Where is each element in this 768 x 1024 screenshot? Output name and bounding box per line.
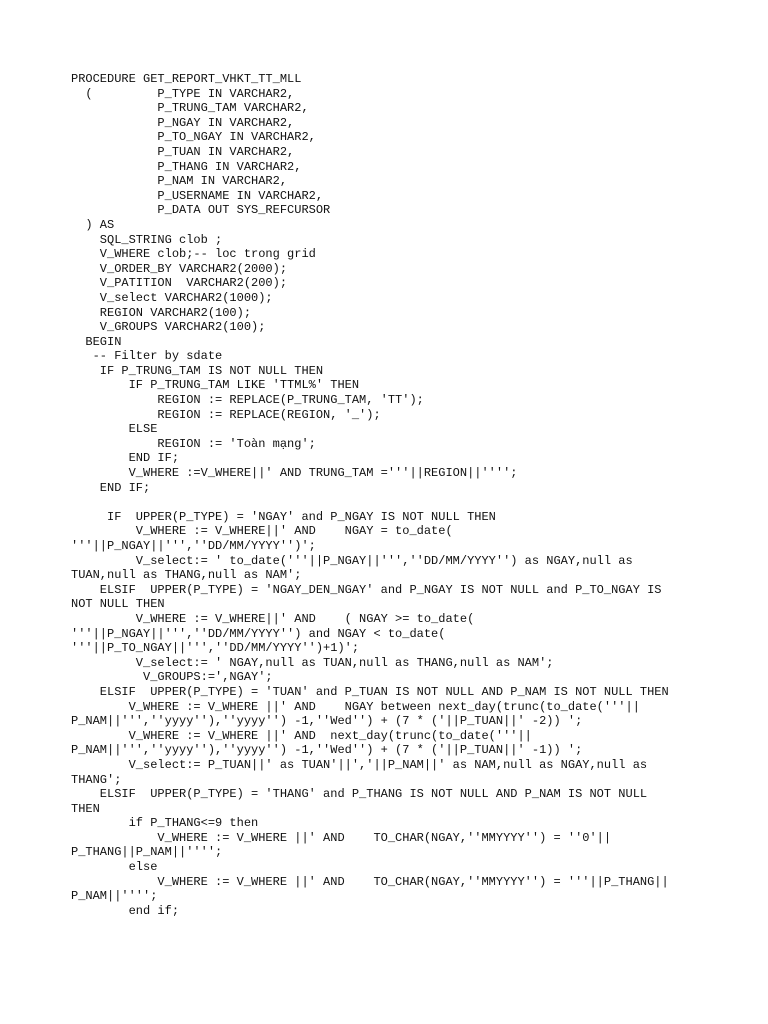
code-line: P_TUAN IN VARCHAR2, [71,144,295,159]
code-line: IF P_TRUNG_TAM IS NOT NULL THEN [71,363,324,378]
code-line: '''||P_NGAY||''',''DD/MM/YYYY'') and NGAY < to_date( [71,626,446,641]
code-line: P_NAM IN VARCHAR2, [71,174,288,189]
code-line: ELSIF UPPER(P_TYPE) = 'THANG' and P_THANG IS NOT NULL AND P_NAM IS NOT NULL [71,787,648,802]
code-line: BEGIN [71,334,122,349]
code-line: -- Filter by sdate [71,349,223,364]
code-line: P_NAM||''''; [71,889,158,904]
code-line: V_WHERE :=V_WHERE||' AND TRUNG_TAM ='''||REGION||''''; [71,466,518,481]
code-line: V_select:= ' NGAY,null as TUAN,null as THANG,null as NAM'; [71,655,554,670]
code-line: ELSE [71,422,158,437]
code-line: V_select:= P_TUAN||' as TUAN'||','||P_NAM||' as NAM,null as NGAY,null as [71,757,648,772]
code-line: P_TRUNG_TAM VARCHAR2, [71,101,309,116]
code-line: V_WHERE := V_WHERE ||' AND NGAY between next_day(trunc(to_date('''|| [71,699,640,714]
code-line: end if; [71,903,180,918]
code-line: else [71,860,158,875]
code-line: V_select VARCHAR2(1000); [71,290,273,305]
code-line: P_THANG IN VARCHAR2, [71,159,302,174]
code-line: ( P_TYPE IN VARCHAR2, [71,86,295,101]
code-line: V_WHERE := V_WHERE||' AND NGAY = to_date( [71,524,453,539]
code-line: '''||P_TO_NGAY||''',''DD/MM/YYYY'')+1)'; [71,641,360,656]
code-line: SQL_STRING clob ; [71,232,223,247]
code-line: THEN [71,801,100,816]
code-line: V_WHERE := V_WHERE ||' AND next_day(trunc(to_date('''|| [71,728,532,743]
code-line: PROCEDURE GET_REPORT_VHKT_TT_MLL [71,72,302,86]
code-line: P_NAM||''',''yyyy''),''yyyy'') -1,''Wed'') + (7 * ('||P_TUAN||' -2)) '; [71,714,583,729]
code-line: REGION VARCHAR2(100); [71,305,252,320]
code-line: ELSIF UPPER(P_TYPE) = 'NGAY_DEN_NGAY' and P_NGAY IS NOT NULL and P_TO_NGAY IS [71,582,662,597]
code-line: V_WHERE := V_WHERE||' AND ( NGAY >= to_date( [71,611,475,626]
code-line: NOT NULL THEN [71,597,165,612]
code-line: REGION := 'Toàn mạng'; [71,436,316,451]
code-line: V_WHERE := V_WHERE ||' AND TO_CHAR(NGAY,''MMYYYY'') = ''0'|| [71,830,612,845]
code-line: THANG'; [71,772,122,787]
code-line: ELSIF UPPER(P_TYPE) = 'TUAN' and P_TUAN IS NOT NULL AND P_NAM IS NOT NULL THEN [71,684,669,699]
code-line: if P_THANG<=9 then [71,816,259,831]
code-line: REGION := REPLACE(P_TRUNG_TAM, 'TT'); [71,393,424,408]
code-line: END IF; [71,480,151,495]
code-line: P_DATA OUT SYS_REFCURSOR [71,203,331,218]
code-line: P_NAM||''',''yyyy''),''yyyy'') -1,''Wed'') + (7 * ('||P_TUAN||' -1)) '; [71,743,583,758]
code-line: P_USERNAME IN VARCHAR2, [71,188,324,203]
code-line: IF P_TRUNG_TAM LIKE 'TTML%' THEN [71,378,360,393]
code-document [71,72,701,918]
code-line: END IF; [71,451,180,466]
code-line: V_WHERE clob;-- loc trong grid [71,247,316,262]
code-line [71,495,701,510]
code-line: V_GROUPS:=',NGAY'; [71,670,273,685]
code-line: REGION := REPLACE(REGION, '_'); [71,407,381,422]
code-line: V_select:= ' to_date('''||P_NGAY||''',''DD/MM/YYYY'') as NGAY,null as [71,553,633,568]
code-line: V_ORDER_BY VARCHAR2(2000); [71,261,288,276]
code-line: V_GROUPS VARCHAR2(100); [71,320,266,335]
code-line: P_NGAY IN VARCHAR2, [71,115,295,130]
code-line: '''||P_NGAY||''',''DD/MM/YYYY'')'; [71,539,316,553]
code-line: IF UPPER(P_TYPE) = 'NGAY' and P_NGAY IS NOT NULL THEN [71,509,496,524]
code-line: ) AS [71,217,115,232]
code-line: V_PATITION VARCHAR2(200); [71,276,288,291]
code-line: V_WHERE := V_WHERE ||' AND TO_CHAR(NGAY,''MMYYYY'') = '''||P_THANG|| [71,874,669,889]
code-line: P_THANG||P_NAM||''''; [71,845,223,860]
code-line: TUAN,null as THANG,null as NAM'; [71,568,302,583]
code-line: P_TO_NGAY IN VARCHAR2, [71,130,316,145]
